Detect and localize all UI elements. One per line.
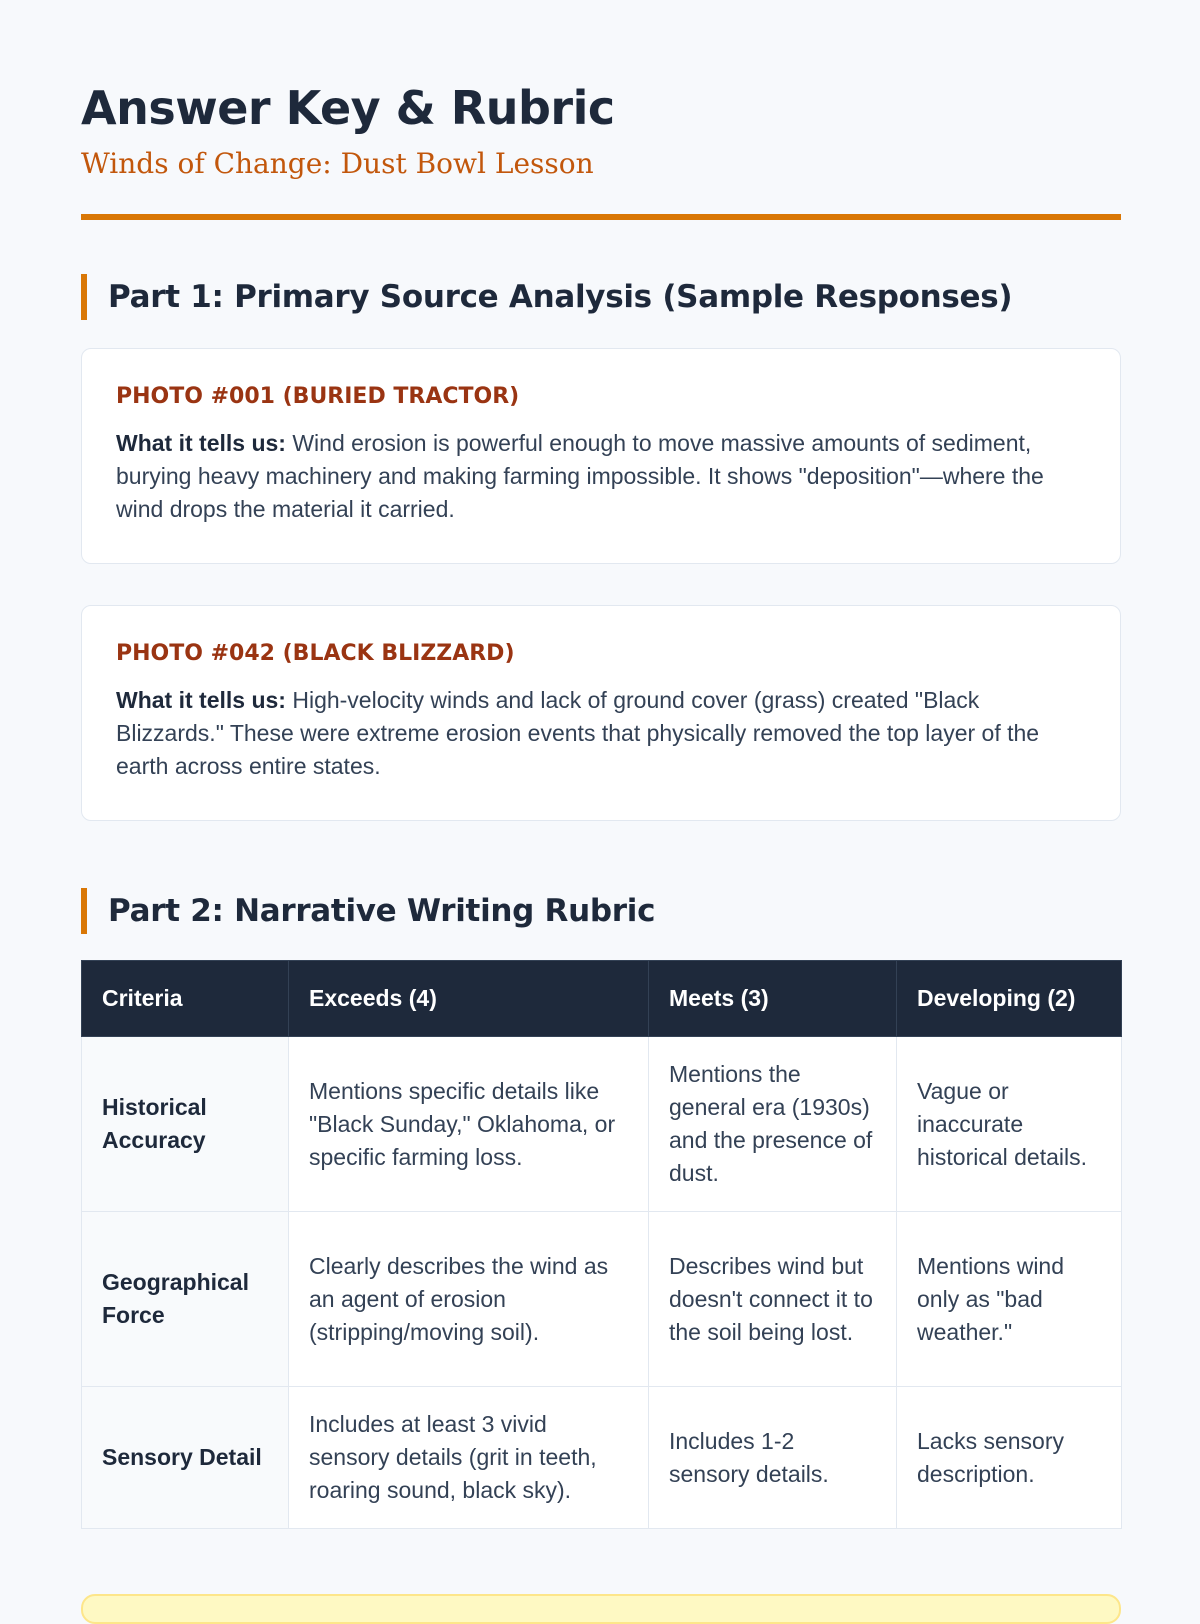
part2-heading: Part 2: Narrative Writing Rubric	[108, 893, 656, 929]
note-box	[81, 1594, 1121, 1624]
photo-card-text	[116, 427, 1086, 526]
rubric-exceeds-cell: Clearly describes the wind as an agent of erosion (stripping/moving soil).	[289, 1212, 649, 1387]
rubric-meets-cell: Mentions the general era (1930s) and the presence of dust.	[649, 1037, 897, 1212]
photo-card-body: Wind erosion is powerful enough to move massive amounts of sediment, burying heavy machinery and making farming impossible. It shows "deposition"—where the wind drops the material it carried.	[116, 430, 1044, 522]
column-header-exceeds: Exceeds (4)	[289, 961, 649, 1037]
photo-card-label: What it tells us:	[116, 430, 286, 456]
photo-card-body: High-velocity winds and lack of ground cover (grass) created "Black Blizzards." These were extreme erosion events that physically removed the top layer of the earth across entire states.	[116, 687, 1040, 779]
rubric-meets-cell: Describes wind but doesn't connect it to the soil being lost.	[649, 1212, 897, 1387]
column-header-developing: Developing (2)	[897, 961, 1122, 1037]
rubric-developing-cell: Lacks sensory description.	[897, 1387, 1122, 1529]
page-title: Answer Key & Rubric	[81, 81, 615, 135]
column-header-meets: Meets (3)	[649, 961, 897, 1037]
rubric-developing-cell: Mentions wind only as "bad weather."	[897, 1212, 1122, 1387]
rubric-header-row	[82, 961, 1122, 1037]
part1-section-heading	[81, 274, 1121, 320]
photo-card-001	[81, 348, 1121, 564]
rubric-exceeds-cell: Includes at least 3 vivid sensory details (grit in teeth, roaring sound, black sky).	[289, 1387, 649, 1529]
part1-heading: Part 1: Primary Source Analysis (Sample Responses)	[108, 279, 1013, 315]
rubric-row	[82, 1037, 1122, 1212]
rubric-criteria-cell: Sensory Detail	[82, 1387, 289, 1529]
title-divider	[81, 214, 1121, 220]
rubric-row	[82, 1387, 1122, 1529]
rubric-row	[82, 1212, 1122, 1387]
column-header-criteria: Criteria	[82, 961, 289, 1037]
photo-card-042	[81, 605, 1121, 821]
part2-section-heading	[81, 888, 1121, 934]
rubric-meets-cell: Includes 1-2 sensory details.	[649, 1387, 897, 1529]
page-subtitle: Winds of Change: Dust Bowl Lesson	[81, 147, 594, 180]
photo-card-title: PHOTO #042 (BLACK BLIZZARD)	[116, 641, 515, 666]
rubric-table	[81, 960, 1122, 1529]
rubric-exceeds-cell: Mentions specific details like "Black Sunday," Oklahoma, or specific farming loss.	[289, 1037, 649, 1212]
photo-card-title: PHOTO #001 (BURIED TRACTOR)	[116, 384, 520, 409]
rubric-criteria-cell: Historical Accuracy	[82, 1037, 289, 1212]
rubric-criteria-cell: Geographical Force	[82, 1212, 289, 1387]
rubric-developing-cell: Vague or inaccurate historical details.	[897, 1037, 1122, 1212]
photo-card-text	[116, 684, 1086, 783]
photo-card-label: What it tells us:	[116, 687, 286, 713]
